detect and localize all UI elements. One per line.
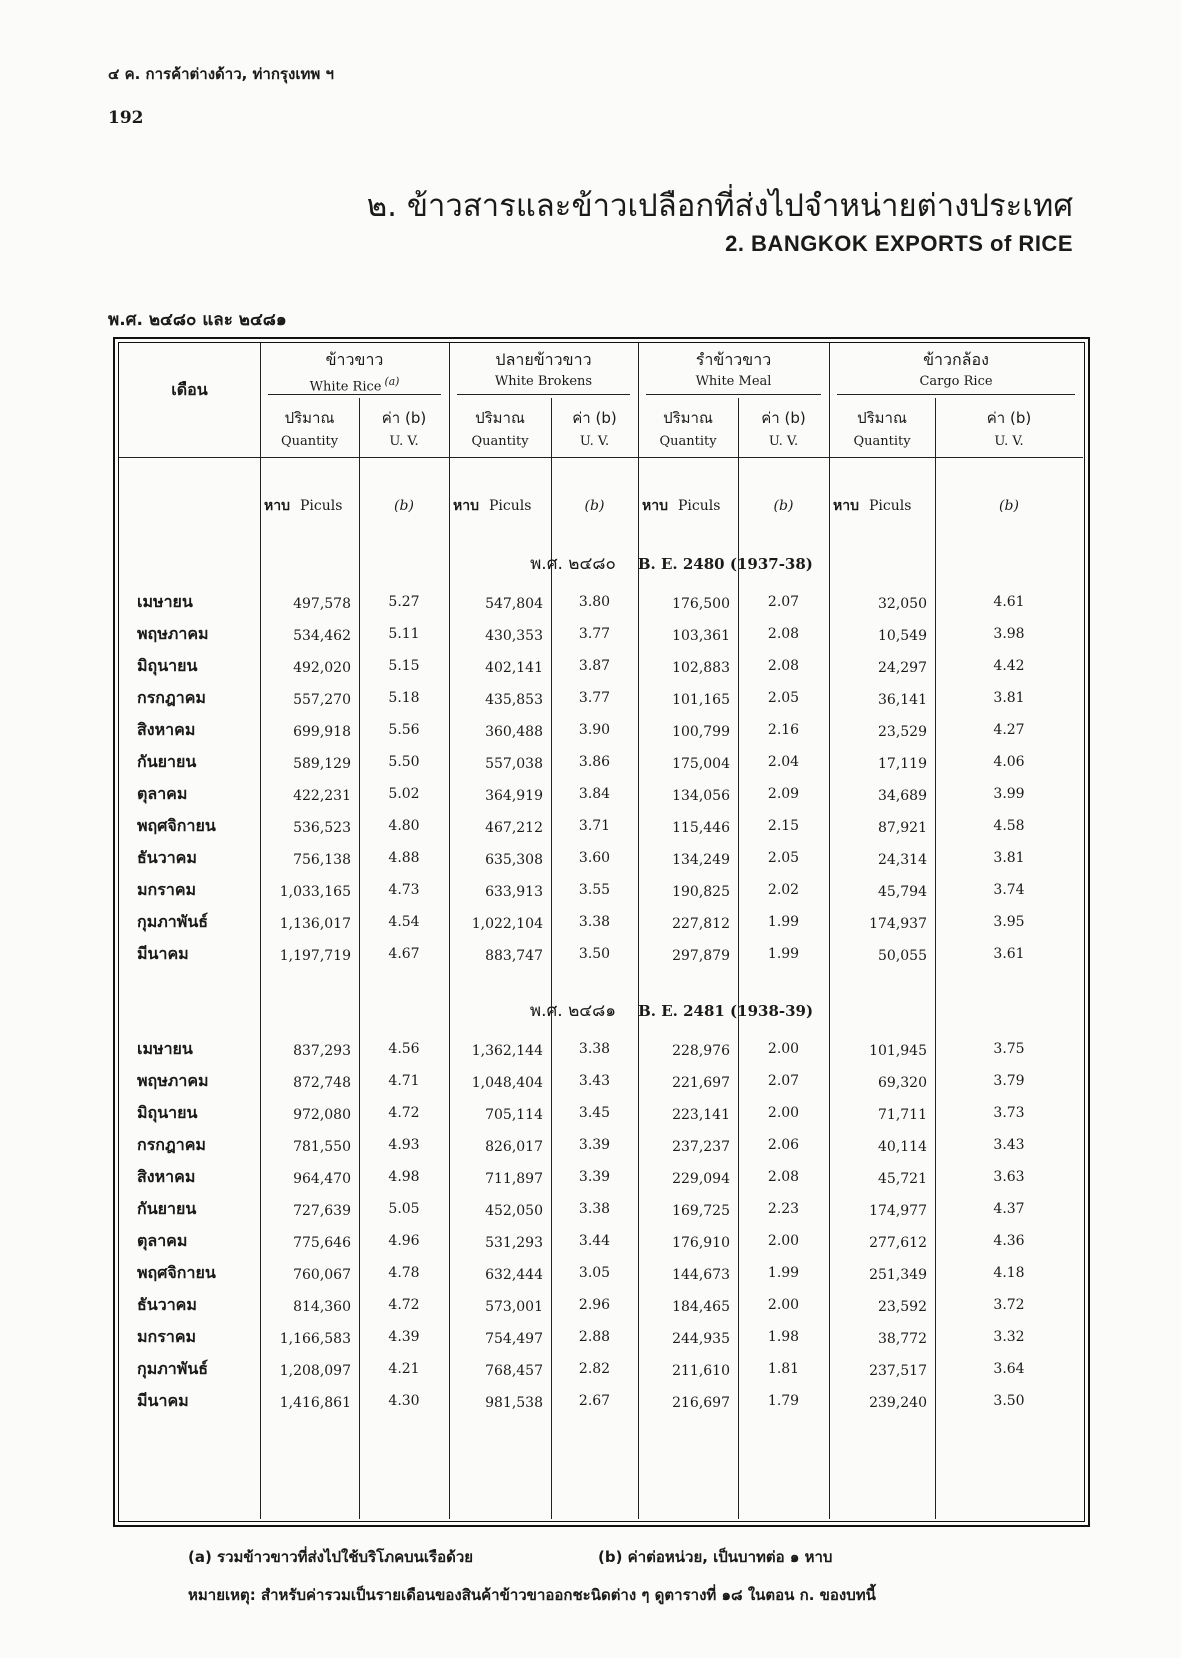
group-header-english	[638, 373, 829, 391]
table-row-month: กรกฎาคม	[137, 688, 206, 707]
table-cell-quantity: 38,772	[878, 1331, 927, 1347]
unit-value-header-english: U. V.	[389, 434, 419, 449]
table-cell-unit-value: 4.06	[993, 754, 1025, 770]
table-cell-unit-value: 2.09	[767, 786, 800, 802]
table-cell-quantity: 633,913	[485, 884, 543, 900]
table-cell-quantity: 32,050	[878, 596, 927, 612]
table-cell-unit-value: 3.05	[578, 1265, 611, 1281]
table-cell-quantity: 699,918	[293, 724, 351, 740]
table-cell-unit-value: 3.77	[578, 690, 611, 706]
unit-thai: หาบ	[453, 498, 479, 514]
table-cell-quantity: 467,212	[485, 820, 543, 836]
table-row-month: กุมภาพันธ์	[137, 1359, 209, 1378]
table-cell-quantity: 50,055	[878, 948, 927, 964]
table-cell-unit-value: 2.00	[767, 1041, 800, 1057]
table-cell-quantity: 134,056	[672, 788, 730, 804]
year-range: พ.ศ. ๒๔๘๐ และ ๒๔๘๑	[108, 310, 287, 330]
table-cell-quantity: 23,529	[878, 724, 927, 740]
group-divider	[646, 394, 821, 395]
table-row-month: เมษายน	[137, 1039, 193, 1058]
table-cell-unit-value: 5.02	[388, 786, 420, 802]
unit-value-unit: (b)	[773, 498, 794, 514]
table-cell-unit-value: 2.05	[767, 850, 800, 866]
table-cell-quantity: 101,945	[869, 1043, 927, 1059]
table-cell-quantity: 10,549	[878, 628, 927, 644]
table-cell-unit-value: 3.99	[993, 786, 1025, 802]
table-row-month: ตุลาคม	[137, 1231, 188, 1250]
table-cell-unit-value: 3.50	[578, 946, 611, 962]
unit-value-header-thai: ค่า (b)	[572, 409, 617, 427]
table-cell-quantity: 1,136,017	[279, 916, 351, 932]
table-cell-quantity: 547,804	[485, 596, 543, 612]
unit-value-header-thai: ค่า (b)	[986, 409, 1032, 427]
table-cell-quantity: 430,353	[485, 628, 543, 644]
table-cell-unit-value: 2.96	[578, 1297, 611, 1313]
year-label-english: B. E. 2481 (1938-39)	[638, 1002, 814, 1020]
table-row-month: พฤษภาคม	[137, 624, 209, 643]
unit-english: Piculs	[299, 498, 343, 514]
group-header-english-text: Cargo Rice	[919, 374, 993, 389]
month-header: เดือน	[171, 380, 208, 399]
table-cell-unit-value: 5.27	[388, 594, 420, 610]
table-cell-quantity: 1,033,165	[279, 884, 351, 900]
table-cell-unit-value: 4.72	[388, 1105, 420, 1121]
unit-english: Piculs	[868, 498, 912, 514]
table-cell-unit-value: 5.11	[388, 626, 420, 642]
table-cell-unit-value: 5.50	[388, 754, 420, 770]
table-cell-quantity: 174,977	[869, 1203, 927, 1219]
group-header-thai: ข้าวขาว	[325, 350, 384, 369]
table-row-month: มิถุนายน	[137, 1103, 198, 1122]
table-cell-quantity: 216,697	[672, 1395, 730, 1411]
table-cell-quantity: 134,249	[672, 852, 730, 868]
table-cell-unit-value: 3.44	[578, 1233, 611, 1249]
footnote-remark: หมายเหตุ: สำหรับค่ารวมเป็นรายเดือนของสินค้าข้าวขาออกชะนิดต่าง ๆ ดูตารางที่ ๑๘ ในตอน ก. ของบทนี้	[188, 1586, 876, 1604]
quantity-unit	[642, 497, 734, 515]
year-section-label	[260, 555, 1083, 573]
table-cell-unit-value: 2.07	[767, 594, 800, 610]
table-cell-unit-value: 3.39	[578, 1169, 611, 1185]
table-cell-quantity: 1,166,583	[279, 1331, 351, 1347]
unit-thai: หาบ	[642, 498, 668, 514]
table-cell-quantity: 45,794	[878, 884, 927, 900]
table-cell-unit-value: 3.98	[993, 626, 1025, 642]
table-cell-unit-value: 3.61	[993, 946, 1025, 962]
table-row-month: มกราคม	[137, 880, 197, 899]
year-label-thai: พ.ศ. ๒๔๘๑	[529, 1001, 617, 1021]
table-cell-unit-value: 1.99	[767, 914, 800, 930]
table-cell-unit-value: 2.05	[767, 690, 800, 706]
table-cell-unit-value: 2.00	[767, 1105, 800, 1121]
table-cell-quantity: 174,937	[869, 916, 927, 932]
table-row-month: มีนาคม	[137, 944, 189, 963]
table-cell-unit-value: 2.08	[767, 658, 800, 674]
table-cell-unit-value: 4.80	[388, 818, 420, 834]
table-cell-unit-value: 4.98	[388, 1169, 420, 1185]
table-cell-quantity: 360,488	[485, 724, 543, 740]
table-cell-unit-value: 3.38	[578, 914, 611, 930]
table-cell-unit-value: 4.39	[388, 1329, 420, 1345]
footnote-a: (a) รวมข้าวขาวที่ส่งไปใช้บริโภคบนเรือด้วย	[188, 1548, 474, 1566]
quantity-unit	[264, 497, 355, 515]
table-cell-quantity: 883,747	[485, 948, 543, 964]
table-cell-unit-value: 3.84	[578, 786, 611, 802]
table-cell-unit-value: 3.55	[578, 882, 611, 898]
unit-thai: หาบ	[833, 498, 859, 514]
table-cell-quantity: 229,094	[672, 1171, 730, 1187]
table-cell-unit-value: 2.00	[767, 1233, 800, 1249]
table-cell-quantity: 169,725	[672, 1203, 730, 1219]
table-cell-quantity: 71,711	[878, 1107, 927, 1123]
unit-value-header-english: U. V.	[768, 434, 799, 449]
year-label-english: B. E. 2480 (1937-38)	[637, 555, 813, 573]
table-cell-quantity: 768,457	[485, 1363, 543, 1379]
table-cell-quantity: 175,004	[672, 756, 730, 772]
group-divider	[837, 394, 1075, 395]
table-cell-unit-value: 2.82	[578, 1361, 611, 1377]
table-cell-quantity: 244,935	[672, 1331, 730, 1347]
table-cell-quantity: 251,349	[869, 1267, 927, 1283]
quantity-header-thai: ปริมาณ	[284, 409, 335, 427]
table-cell-quantity: 1,022,104	[471, 916, 543, 932]
table-cell-unit-value: 3.86	[578, 754, 611, 770]
footnote-marker: (a)	[384, 375, 400, 388]
table-cell-quantity: 103,361	[672, 628, 730, 644]
group-header-english	[829, 373, 1083, 391]
table-row-month: กรกฎาคม	[137, 1135, 206, 1154]
table-cell-unit-value: 4.71	[388, 1073, 420, 1089]
quantity-header-thai: ปริมาณ	[663, 409, 713, 427]
table-cell-unit-value: 3.43	[993, 1137, 1025, 1153]
table-cell-unit-value: 3.79	[993, 1073, 1025, 1089]
group-header-english-text: White Brokens	[494, 374, 593, 389]
table-cell-quantity: 422,231	[293, 788, 351, 804]
table-cell-unit-value: 4.58	[993, 818, 1025, 834]
table-cell-quantity: 1,362,144	[471, 1043, 543, 1059]
table-cell-quantity: 227,812	[672, 916, 730, 932]
quantity-header-english: Quantity	[659, 434, 717, 449]
table-cell-quantity: 497,578	[293, 596, 351, 612]
table-cell-unit-value: 4.61	[993, 594, 1025, 610]
table-cell-unit-value: 5.56	[388, 722, 420, 738]
table-row-month: กันยายน	[137, 1199, 197, 1218]
table-cell-quantity: 211,610	[672, 1363, 730, 1379]
table-cell-unit-value: 1.98	[767, 1329, 800, 1345]
table-cell-quantity: 1,048,404	[471, 1075, 543, 1091]
table-cell-unit-value: 4.54	[388, 914, 420, 930]
table-cell-quantity: 1,416,861	[279, 1395, 351, 1411]
year-section-label	[260, 1002, 1083, 1020]
table-cell-unit-value: 3.72	[993, 1297, 1025, 1313]
group-divider	[457, 394, 630, 395]
table-cell-quantity: 190,825	[672, 884, 730, 900]
group-header-english	[260, 373, 449, 396]
section-header: ๔ ค. การค้าต่างด้าว, ท่ากรุงเทพ ฯ	[108, 65, 334, 83]
unit-english: Piculs	[677, 498, 721, 514]
table-cell-unit-value: 4.88	[388, 850, 420, 866]
table-cell-unit-value: 4.18	[993, 1265, 1025, 1281]
table-cell-quantity: 239,240	[869, 1395, 927, 1411]
table-cell-quantity: 87,921	[878, 820, 927, 836]
table-cell-unit-value: 2.06	[767, 1137, 800, 1153]
table-cell-quantity: 872,748	[293, 1075, 351, 1091]
table-cell-quantity: 115,446	[672, 820, 730, 836]
unit-value-unit: (b)	[999, 498, 1019, 514]
table-cell-quantity: 557,038	[485, 756, 543, 772]
table-row-month: ตุลาคม	[137, 784, 188, 803]
quantity-header-english: Quantity	[853, 434, 911, 449]
table-cell-quantity: 100,799	[672, 724, 730, 740]
table-cell-quantity: 536,523	[293, 820, 351, 836]
table-cell-unit-value: 2.88	[578, 1329, 611, 1345]
table-cell-quantity: 781,550	[293, 1139, 351, 1155]
group-header-thai: ข้าวกล้อง	[923, 350, 989, 369]
table-cell-unit-value: 3.90	[578, 722, 611, 738]
quantity-header-thai: ปริมาณ	[475, 409, 525, 427]
table-cell-quantity: 17,119	[878, 756, 927, 772]
table-cell-quantity: 756,138	[293, 852, 351, 868]
table-row-month: สิงหาคม	[137, 1167, 196, 1186]
unit-value-header-thai: ค่า (b)	[761, 409, 806, 427]
table-cell-quantity: 237,517	[869, 1363, 927, 1379]
table-cell-unit-value: 1.79	[767, 1393, 800, 1409]
table-cell-unit-value: 4.56	[388, 1041, 420, 1057]
table-row-month: มกราคม	[137, 1327, 197, 1346]
table-cell-unit-value: 4.78	[388, 1265, 420, 1281]
table-cell-unit-value: 3.81	[993, 690, 1025, 706]
table-cell-unit-value: 3.38	[578, 1041, 611, 1057]
table-cell-unit-value: 3.80	[578, 594, 611, 610]
table-row-month: มิถุนายน	[137, 656, 198, 675]
table-cell-quantity: 144,673	[672, 1267, 730, 1283]
table-cell-quantity: 705,114	[485, 1107, 543, 1123]
table-cell-unit-value: 3.73	[993, 1105, 1025, 1121]
table-cell-unit-value: 3.87	[578, 658, 611, 674]
table-cell-unit-value: 5.18	[388, 690, 420, 706]
unit-value-unit: (b)	[584, 498, 605, 514]
quantity-header-english: Quantity	[471, 434, 529, 449]
table-cell-quantity: 435,853	[485, 692, 543, 708]
title-thai: ๒. ข้าวสารและข้าวเปลือกที่ส่งไปจำหน่ายต่างประเทศ	[366, 188, 1073, 224]
table-cell-quantity: 964,470	[293, 1171, 351, 1187]
header-divider	[119, 457, 1083, 458]
table-cell-unit-value: 4.72	[388, 1297, 420, 1313]
table-row-month: ธันวาคม	[137, 1295, 197, 1314]
table-cell-quantity: 45,721	[878, 1171, 927, 1187]
table-cell-unit-value: 3.95	[993, 914, 1025, 930]
table-cell-quantity: 534,462	[293, 628, 351, 644]
table-cell-unit-value: 4.42	[993, 658, 1025, 674]
table-row-month: สิงหาคม	[137, 720, 196, 739]
table-cell-quantity: 775,646	[293, 1235, 351, 1251]
table-cell-unit-value: 4.30	[388, 1393, 420, 1409]
table-cell-quantity: 589,129	[293, 756, 351, 772]
table-cell-quantity: 632,444	[485, 1267, 543, 1283]
quantity-unit	[833, 497, 931, 515]
table-cell-quantity: 981,538	[485, 1395, 543, 1411]
table-cell-quantity: 36,141	[878, 692, 927, 708]
table-cell-unit-value: 1.99	[767, 946, 800, 962]
table-cell-quantity: 452,050	[485, 1203, 543, 1219]
unit-value-header-thai: ค่า (b)	[381, 409, 427, 427]
table-cell-unit-value: 4.73	[388, 882, 420, 898]
table-cell-quantity: 814,360	[293, 1299, 351, 1315]
table-cell-unit-value: 2.02	[767, 882, 800, 898]
table-cell-unit-value: 4.36	[993, 1233, 1025, 1249]
table-cell-unit-value: 3.63	[993, 1169, 1025, 1185]
table-cell-unit-value: 2.00	[767, 1297, 800, 1313]
table-cell-unit-value: 3.74	[993, 882, 1025, 898]
table-cell-unit-value: 3.39	[578, 1137, 611, 1153]
table-cell-quantity: 176,910	[672, 1235, 730, 1251]
table-cell-unit-value: 2.16	[767, 722, 800, 738]
table-row-month: พฤศจิกายน	[137, 816, 216, 835]
table-cell-unit-value: 3.32	[993, 1329, 1025, 1345]
table-cell-quantity: 727,639	[293, 1203, 351, 1219]
table-cell-quantity: 837,293	[293, 1043, 351, 1059]
table-cell-quantity: 364,919	[485, 788, 543, 804]
table-row-month: พฤศจิกายน	[137, 1263, 216, 1282]
table-cell-quantity: 573,001	[485, 1299, 543, 1315]
table-cell-quantity: 1,197,719	[279, 948, 351, 964]
table-cell-quantity: 402,141	[485, 660, 543, 676]
table-cell-unit-value: 2.15	[767, 818, 800, 834]
unit-english: Piculs	[488, 498, 532, 514]
table-cell-quantity: 237,237	[672, 1139, 730, 1155]
table-row-month: มีนาคม	[137, 1391, 189, 1410]
table-cell-quantity: 972,080	[293, 1107, 351, 1123]
table-cell-unit-value: 3.60	[578, 850, 611, 866]
table-cell-quantity: 492,020	[293, 660, 351, 676]
table-row-month: กุมภาพันธ์	[137, 912, 209, 931]
table-cell-unit-value: 3.81	[993, 850, 1025, 866]
table-cell-quantity: 557,270	[293, 692, 351, 708]
group-header-english	[449, 373, 638, 391]
quantity-header-english: Quantity	[280, 434, 339, 449]
table-cell-quantity: 826,017	[485, 1139, 543, 1155]
table-cell-quantity: 23,592	[878, 1299, 927, 1315]
group-header-thai: รำข้าวขาว	[695, 350, 772, 369]
rice-exports-table	[113, 337, 1090, 1527]
table-cell-quantity: 176,500	[672, 596, 730, 612]
table-cell-unit-value: 3.38	[578, 1201, 611, 1217]
year-label-thai: พ.ศ. ๒๔๘๐	[530, 554, 616, 574]
table-cell-unit-value: 3.43	[578, 1073, 611, 1089]
table-cell-quantity: 40,114	[878, 1139, 927, 1155]
unit-value-header-english: U. V.	[579, 434, 610, 449]
group-header-thai: ปลายข้าวขาว	[495, 350, 592, 369]
table-cell-quantity: 1,208,097	[279, 1363, 351, 1379]
quantity-unit	[453, 497, 547, 515]
table-cell-quantity: 24,314	[878, 852, 927, 868]
table-cell-quantity: 221,697	[672, 1075, 730, 1091]
table-cell-quantity: 531,293	[485, 1235, 543, 1251]
table-cell-unit-value: 1.81	[767, 1361, 800, 1377]
table-cell-unit-value: 2.23	[767, 1201, 800, 1217]
unit-thai: หาบ	[264, 498, 290, 514]
table-cell-unit-value: 4.37	[993, 1201, 1025, 1217]
page-number: 192	[108, 108, 144, 128]
table-cell-quantity: 277,612	[869, 1235, 927, 1251]
table-cell-unit-value: 4.96	[388, 1233, 420, 1249]
table-cell-unit-value: 4.67	[388, 946, 420, 962]
unit-value-unit: (b)	[394, 498, 414, 514]
table-cell-quantity: 223,141	[672, 1107, 730, 1123]
table-cell-unit-value: 4.21	[388, 1361, 420, 1377]
footnote-b: (b) ค่าต่อหน่วย, เป็นบาทต่อ ๑ หาบ	[598, 1548, 833, 1566]
table-cell-quantity: 297,879	[672, 948, 730, 964]
table-cell-unit-value: 3.77	[578, 626, 611, 642]
table-cell-quantity: 101,165	[672, 692, 730, 708]
table-cell-unit-value: 4.93	[388, 1137, 420, 1153]
table-cell-unit-value: 3.75	[993, 1041, 1025, 1057]
table-cell-unit-value: 4.27	[993, 722, 1025, 738]
table-row-month: ธันวาคม	[137, 848, 197, 867]
table-cell-unit-value: 1.99	[767, 1265, 800, 1281]
table-cell-quantity: 24,297	[878, 660, 927, 676]
table-cell-quantity: 34,689	[878, 788, 927, 804]
table-cell-quantity: 102,883	[672, 660, 730, 676]
table-cell-quantity: 228,976	[672, 1043, 730, 1059]
table-cell-unit-value: 2.04	[767, 754, 800, 770]
quantity-header-thai: ปริมาณ	[857, 409, 907, 427]
table-cell-unit-value: 2.07	[767, 1073, 800, 1089]
table-cell-unit-value: 3.50	[993, 1393, 1025, 1409]
table-cell-quantity: 760,067	[293, 1267, 351, 1283]
table-row-month: พฤษภาคม	[137, 1071, 209, 1090]
title-english: 2. BANGKOK EXPORTS of RICE	[725, 231, 1073, 256]
table-cell-unit-value: 3.71	[578, 818, 611, 834]
group-header-english-text: White Rice	[309, 379, 382, 395]
table-cell-quantity: 184,465	[672, 1299, 730, 1315]
table-cell-unit-value: 5.05	[388, 1201, 420, 1217]
group-header-english-text: White Meal	[695, 374, 772, 389]
table-cell-unit-value: 3.45	[578, 1105, 611, 1121]
table-row-month: กันยายน	[137, 752, 197, 771]
table-cell-quantity: 69,320	[878, 1075, 927, 1091]
table-cell-quantity: 635,308	[485, 852, 543, 868]
table-cell-unit-value: 2.67	[578, 1393, 611, 1409]
table-row-month: เมษายน	[137, 592, 193, 611]
table-cell-quantity: 754,497	[485, 1331, 543, 1347]
table-cell-unit-value: 2.08	[767, 626, 800, 642]
table-cell-quantity: 711,897	[485, 1171, 543, 1187]
table-cell-unit-value: 3.64	[993, 1361, 1025, 1377]
table-cell-unit-value: 5.15	[388, 658, 420, 674]
unit-value-header-english: U. V.	[994, 434, 1024, 449]
table-cell-unit-value: 2.08	[767, 1169, 800, 1185]
